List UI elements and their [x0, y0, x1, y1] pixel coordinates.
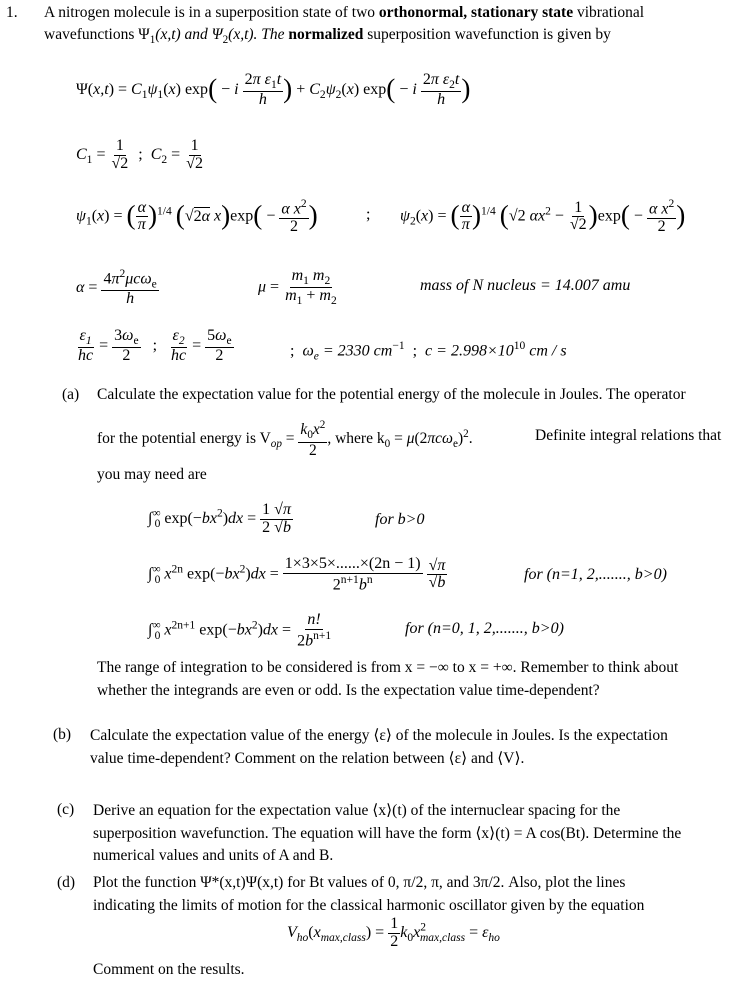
- part-b-line-2: value time-dependent? Comment on the relation between ⟨ε⟩ and ⟨V⟩.: [90, 750, 525, 767]
- part-d-label: (d): [57, 874, 76, 891]
- intro-line-2: wavefunctions $\Psi_1(x,t)$ and $\Psi_2(x,t)$. The normalized superposition wavefunction is given by: [44, 26, 611, 46]
- part-c-label: (c): [57, 801, 75, 818]
- part-a-label: (a): [62, 386, 80, 403]
- integral-1-condition: for b>0: [375, 511, 425, 528]
- part-a-line-2: for the potential energy is $V_{op}$ = $\frac{k_0x^2}{2}$ , where $k_0 = \mu(2\pi c\omega_e)^2$.: [97, 419, 473, 459]
- mu-definition: μ = $\frac{m_1 m_2}{m_1 + m_2}$: [258, 267, 337, 308]
- psi1-definition: $\psi_1(x)$ = ( $\frac{\alpha}{\pi}$ )$^{1/4}$ (√2α x)exp( − $\frac{\alpha x^2}{2}$ ): [76, 198, 318, 236]
- integral-2: $\int^\infty_0$ $x^{2n}$ $\exp(-bx^2)dx$ = $\frac{1\times 3\times 5\times......\times(2n - 1)}{2^{n+1}b^n}$ $\frac{√\pi}{√b}$: [148, 555, 446, 594]
- part-d-comment: Comment on the results.: [93, 961, 245, 978]
- energy-relations: $\frac{\varepsilon_1}{hc}$ = $\frac{3\omega_e}{2}$ ; $\frac{\varepsilon_2}{hc}$ = $\frac{5\omega_e}{2}$: [78, 327, 232, 365]
- integral-3-condition: for (n=0, 1, 2,......., b>0): [405, 620, 564, 637]
- classical-limit-equation: $V_{ho}(x_{max,class})$ = $\frac{1}{2}$ $k_0x^2_{max,class} = \varepsilon_{ho}$: [287, 915, 500, 950]
- part-c-line-1: Derive an equation for the expectation value ⟨x⟩(t) of the internuclear spacing for the: [93, 802, 621, 819]
- integral-1: $\int^\infty_0$ $\exp(-bx^2)dx$ = $\frac{1}{2}$ $\frac{√\pi}{√b}$: [148, 501, 291, 536]
- coefficients: $C_1$ = $\frac{1}{√2}$ ; $C_2$ = $\frac{1}{√2}$: [76, 137, 203, 172]
- part-a-note-1: The range of integration to be considered is from x = −∞ to x = +∞. Remember to think about: [97, 659, 679, 676]
- part-a-line-2-end: Definite integral relations that: [535, 427, 722, 444]
- separator: ;: [366, 206, 371, 223]
- part-d-line-1: Plot the function Ψ*(x,t)Ψ(x,t) for Bt values of 0, π/2, π, and 3π/2. Also, plot the lines: [93, 874, 626, 891]
- part-a-line-3: you may need are: [97, 466, 207, 483]
- alpha-definition: α = $\frac{4\pi^2\mu c\omega_e}{h}$: [76, 268, 157, 308]
- integral-3: $\int^\infty_0$ $x^{2n+1}$ $\exp(-bx^2)dx$ = $\frac{n!}{2b^{n+1}}$: [148, 611, 332, 650]
- part-b-line-1: Calculate the expectation value of the energy ⟨ε⟩ of the molecule in Joules. Is the expectation: [90, 727, 668, 744]
- psi-equation: $\Psi(x,t) = C_1\psi_1(x) \exp( - i$ $\frac{2\pi \varepsilon_1t}{h}$ ) + $C_2\psi_2(x) \exp( - i$ $\frac{2\pi \varepsilon_2t}{h}$ ): [76, 71, 471, 109]
- integral-2-condition: for (n=1, 2,......., b>0): [524, 566, 667, 583]
- part-b-label: (b): [53, 726, 72, 743]
- psi2-definition: $\psi_2(x)$ = ( $\frac{\alpha}{\pi}$ )$^{1/4}$ (√2 $\alpha x^2$ − $\frac{1}{√2}$ )exp( − $\frac{\alpha x^2}{2}$ ): [400, 198, 686, 236]
- part-c-line-3: numerical values and units of A and B.: [93, 847, 334, 864]
- part-a-note-2: whether the integrands are even or odd. Is the expectation value time-dependent?: [97, 682, 600, 699]
- part-c-line-2: superposition wavefunction. The equation will have the form ⟨x⟩(t) = A cos(Bt). Determine the: [93, 825, 682, 842]
- nucleus-mass: mass of N nucleus = 14.007 amu: [420, 277, 631, 294]
- intro-line-1: A nitrogen molecule is in a superposition state of two orthonormal, stationary state vibrational: [44, 4, 645, 21]
- part-a-line-1: Calculate the expectation value for the potential energy of the molecule in Joules. The operator: [97, 386, 686, 403]
- problem-number: 1.: [6, 4, 18, 21]
- part-d-line-2: indicating the limits of motion for the classical harmonic oscillator given by the equation: [93, 897, 645, 914]
- omega-and-c: ; $\omega_e = 2330$ $cm^{-1}$ ; $c = 2.998\times 10^{10}$ cm / s: [290, 340, 567, 363]
